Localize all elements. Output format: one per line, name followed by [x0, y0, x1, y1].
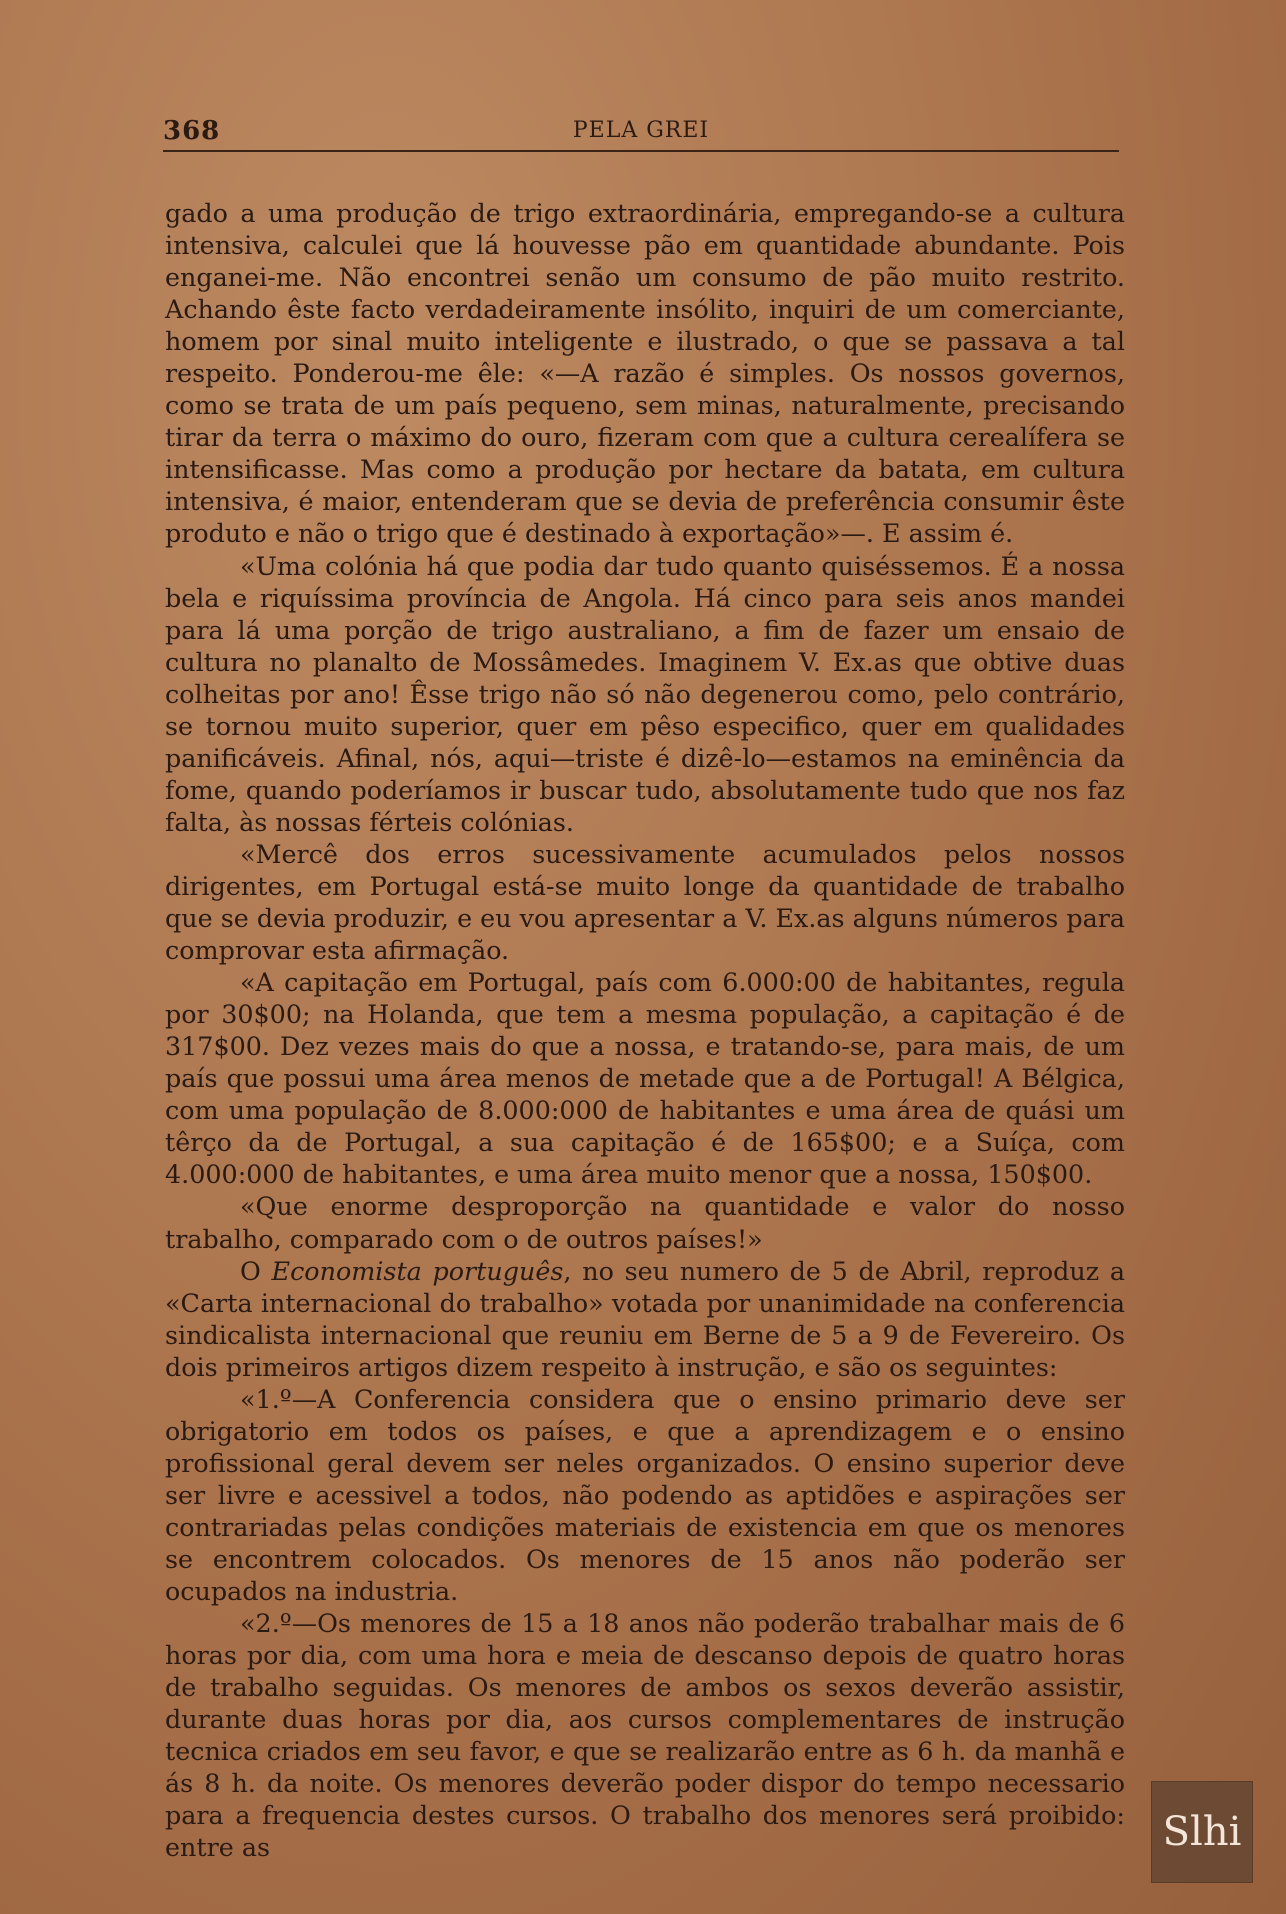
paragraph: «Que enorme desproporção na quantidade e valor do nosso trabalho, comparado com o de outros países!» [165, 1191, 1125, 1254]
article-paragraph: «1.º—A Conferencia considera que o ensino primario deve ser obrigatorio em todos os países, e que a aprendizagem e o ensino profissional geral devem ser neles organizados. O ensino superior deve ser livre e acessivel a todos, não podendo as aptidões e aspirações ser contrariadas pelas condições materiais de existencia em que os menores se encontrem colocados. Os menores de 15 anos não poderão ser ocupados na industria. [165, 1383, 1125, 1607]
paragraph: gado a uma produção de trigo extraordinária, empregando-se a cultura intensiva, calculei que lá houvesse pão em quantidade abundante. Pois enganei-me. Não encontrei senão um consumo de pão muito restrito. Achando êste facto verdadeiramente insólito, inquiri de um comerciante, homem por sinal muito inteligente e ilustrado, o que se passava a tal respeito. Ponderou-me êle: «—A razão é simples. Os nossos governos, como se trata de um país pequeno, sem minas, naturalmente, precisando tirar da terra o máximo do ouro, fizeram com que a cultura cerealífera se intensificasse. Mas como a produção por hectare da batata, em cultura intensiva, é maior, entenderam que se devia de preferência consumir êste produto e não o trigo que é destinado à exportação»—. E assim é. [165, 198, 1125, 549]
library-logo [1151, 1781, 1253, 1883]
economista-before: O [240, 1255, 272, 1286]
economista-after: , no seu numero de 5 de Abril, reproduz a «Carta internacional do trabalho» votada por unanimidade na conferencia sindicalista internacional que reuniu em Berne de 5 a 9 de Fevereiro. Os dois primeiros artigos dizem respeito à instrução, e são os seguintes: [165, 1255, 1125, 1382]
running-head: PELA GREI [572, 118, 710, 143]
paragraph-economista [165, 1255, 1125, 1383]
paragraph: «Mercê dos erros sucessivamente acumulados pelos nossos dirigentes, em Portugal está-se muito longe da quantidade de trabalho que se devia produzir, e eu vou apresentar a V. Ex.as alguns números para comprovar esta afirmação. [165, 838, 1125, 966]
paragraph: «Uma colónia há que podia dar tudo quanto quiséssemos. É a nossa bela e riquíssima província de Angola. Há cinco para seis anos mandei para lá uma porção de trigo australiano, a fim de fazer um ensaio de cultura no planalto de Mossâmedes. Imaginem V. Ex.as que obtive duas colheitas por ano! Êsse trigo não só não degenerou como, pelo contrário, se tornou muito superior, quer em pêso especifico, quer em qualidades panificáveis. Afinal, nós, aqui—triste é dizê-lo—estamos na eminência da fome, quando poderíamos ir buscar tudo, absolutamente tudo que nos faz falta, às nossas férteis colónias. [165, 550, 1125, 837]
page-header [163, 116, 1119, 152]
article-paragraph: «2.º—Os menores de 15 a 18 anos não poderão trabalhar mais de 6 horas por dia, com uma hora e meia de descanso depois de quatro horas de trabalho seguidas. Os menores de ambos os sexos deverão assistir, durante duas horas por dia, aos cursos complementares de instrução tecnica criados em seu favor, e que se realizarão entre as 6 h. da manhã e ás 8 h. da noite. Os menores deverão poder dispor do tempo necessario para a frequencia destes cursos. O trabalho dos menores será proibido: entre as [165, 1608, 1125, 1863]
paragraph: «A capitação em Portugal, país com 6.000:00 de habitantes, regula por 30$00; na Holanda, que tem a mesma população, a capitação é de 317$00. Dez vezes mais do que a nossa, e tratando-se, para mais, de um país que possui uma área menos de metade que a de Portugal! A Bélgica, com uma população de 8.000:000 de habitantes e uma área de quási um têrço da de Portugal, a sua capitação é de 165$00; e a Suíça, com 4.000:000 de habitantes, e uma área muito menor que a nossa, 150$00. [165, 967, 1125, 1190]
economista-title: Economista português [271, 1255, 564, 1286]
body-text [165, 197, 1125, 1863]
logo-text: Slhi [1162, 1809, 1242, 1855]
page-number: 368 [163, 116, 221, 146]
